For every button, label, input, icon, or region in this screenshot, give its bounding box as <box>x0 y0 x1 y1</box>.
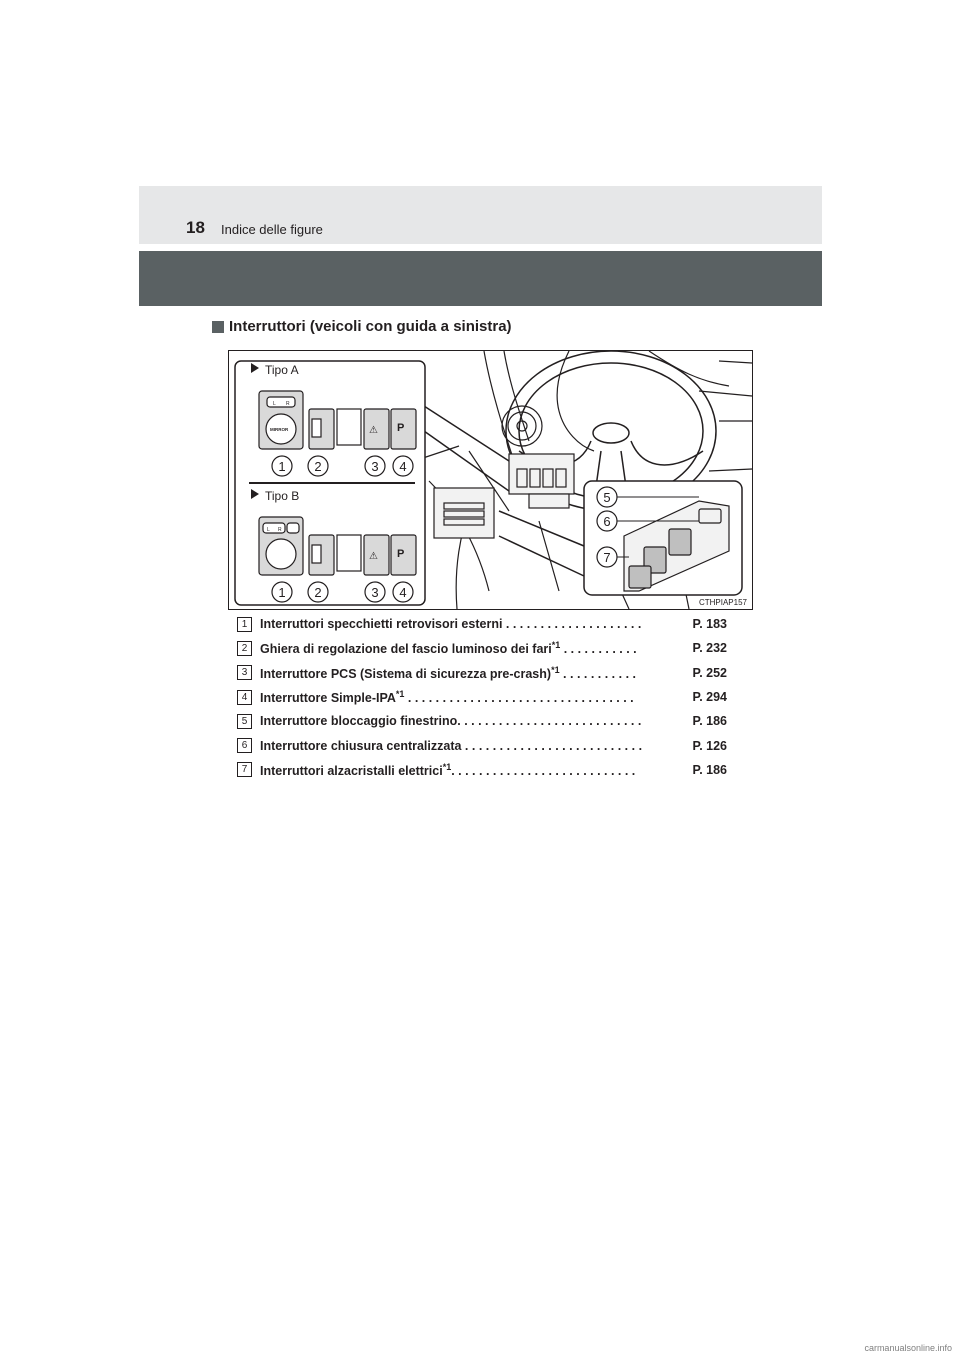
item-label: Interruttore bloccaggio finestrino. . . . . . . . . . . . . . . . . . . . . . . . . . . <box>260 714 642 729</box>
item-number: 5 <box>237 714 252 729</box>
callout-a-2: 2 <box>314 459 322 474</box>
lr-right-a: R <box>286 401 290 407</box>
dash-switch-block <box>509 454 574 508</box>
watermark: carmanualsonline.info <box>864 1343 952 1353</box>
item-number: 3 <box>237 665 252 680</box>
footnote-marker: *1 <box>442 761 452 772</box>
item-leader: . . . . . . . . . . . . . . . . . . . . . . . . . . <box>461 738 643 753</box>
lr-left-a: L <box>273 401 276 407</box>
item-list <box>237 612 727 782</box>
item-page-ref[interactable]: P. 186 <box>692 714 727 729</box>
list-item <box>237 612 727 636</box>
air-vent <box>502 406 542 446</box>
parking-p-icon-b: P <box>397 548 405 560</box>
item-number: 1 <box>237 617 252 632</box>
parking-p-icon-a: P <box>397 422 405 434</box>
mirror-label: MIRROR <box>270 427 289 432</box>
item-label: Interruttore chiusura centralizzata . . . . . . . . . . . . . . . . . . . . . . . . . . <box>260 738 643 753</box>
pcs-icon-a: ⚠ <box>369 425 378 436</box>
item-leader: . . . . . . . . . . . <box>560 642 637 657</box>
footnote-marker: *1 <box>551 640 561 651</box>
item-page-ref[interactable]: P. 126 <box>692 738 727 753</box>
figure-code: CTHPIAP157 <box>698 598 747 607</box>
running-title: Indice delle figure <box>221 222 323 237</box>
item-number: 7 <box>237 762 252 777</box>
callout-b-3: 3 <box>371 585 379 600</box>
item-page-ref[interactable]: P. 294 <box>692 690 727 705</box>
tipo-b-label: Tipo B <box>265 489 300 503</box>
item-number: 4 <box>237 690 252 705</box>
door-switch-block <box>434 488 494 538</box>
footnote-marker: *1 <box>551 664 560 675</box>
list-item <box>237 709 727 733</box>
callout-b-1: 1 <box>278 585 286 600</box>
heading-square-icon <box>212 321 224 333</box>
list-item <box>237 758 727 782</box>
item-page-ref[interactable]: P. 252 <box>692 665 727 680</box>
item-leader: . . . . . . . . . . . . . . . . . . . . . . . . . . . <box>451 764 636 778</box>
callout-a-1: 1 <box>278 459 286 474</box>
item-page-ref[interactable]: P. 232 <box>692 641 727 656</box>
item-label: Interruttore Simple-IPA$^{*1}$ . . . . . . . . . . . . . . . . . . . . . . . . . . . . . . . . . <box>260 688 634 706</box>
list-item <box>237 661 727 685</box>
item-label: Interruttore PCS (Sistema di sicurezza pre-crash)$^{*1}$ . . . . . . . . . . . <box>260 664 636 681</box>
footnote-marker: *1 <box>395 688 405 699</box>
callout-5: 5 <box>603 490 611 505</box>
item-number: 6 <box>237 738 252 753</box>
callout-a-3: 3 <box>371 459 379 474</box>
callout-7: 7 <box>603 550 611 565</box>
section-band <box>139 251 822 306</box>
callout-b-2: 2 <box>314 585 322 600</box>
list-item <box>237 685 727 709</box>
lr-left-b: L <box>267 527 270 533</box>
list-item <box>237 636 727 660</box>
page-number: 18 <box>186 218 205 237</box>
item-page-ref[interactable]: P. 183 <box>692 617 727 632</box>
callout-6: 6 <box>603 514 611 529</box>
item-label: Interruttori alzacristalli elettrici$^{*1}$. . . . . . . . . . . . . . . . . . . . . . . . . . . <box>260 761 636 778</box>
item-number: 2 <box>237 641 252 656</box>
switch-illustration <box>228 350 753 610</box>
item-leader: . . . . . . . . . . . <box>559 666 636 681</box>
item-label: Interruttori specchietti retrovisori esterni . . . . . . . . . . . . . . . . . . . . <box>260 617 642 632</box>
item-page-ref[interactable]: P. 186 <box>692 762 727 777</box>
item-leader: . . . . . . . . . . . . . . . . . . . . . . . . . . . . . . . . . <box>404 691 634 706</box>
section-heading <box>212 318 512 335</box>
item-label: Ghiera di regolazione del fascio luminoso dei fari$^{*1}$ . . . . . . . . . . . <box>260 640 637 657</box>
pcs-icon-b: ⚠ <box>369 551 378 562</box>
list-item <box>237 733 727 757</box>
item-leader: . . . . . . . . . . . . . . . . . . . . . . . . . . . <box>457 714 642 729</box>
tipo-a-label: Tipo A <box>265 363 299 377</box>
lr-right-b: R <box>278 527 282 533</box>
dashboard-drawing <box>229 351 752 609</box>
section-heading-text: Interruttori (veicoli con guida a sinistra) <box>229 318 512 335</box>
callout-a-4: 4 <box>399 459 407 474</box>
item-leader: . . . . . . . . . . . . . . . . . . . . <box>502 617 642 632</box>
callout-b-4: 4 <box>399 585 407 600</box>
